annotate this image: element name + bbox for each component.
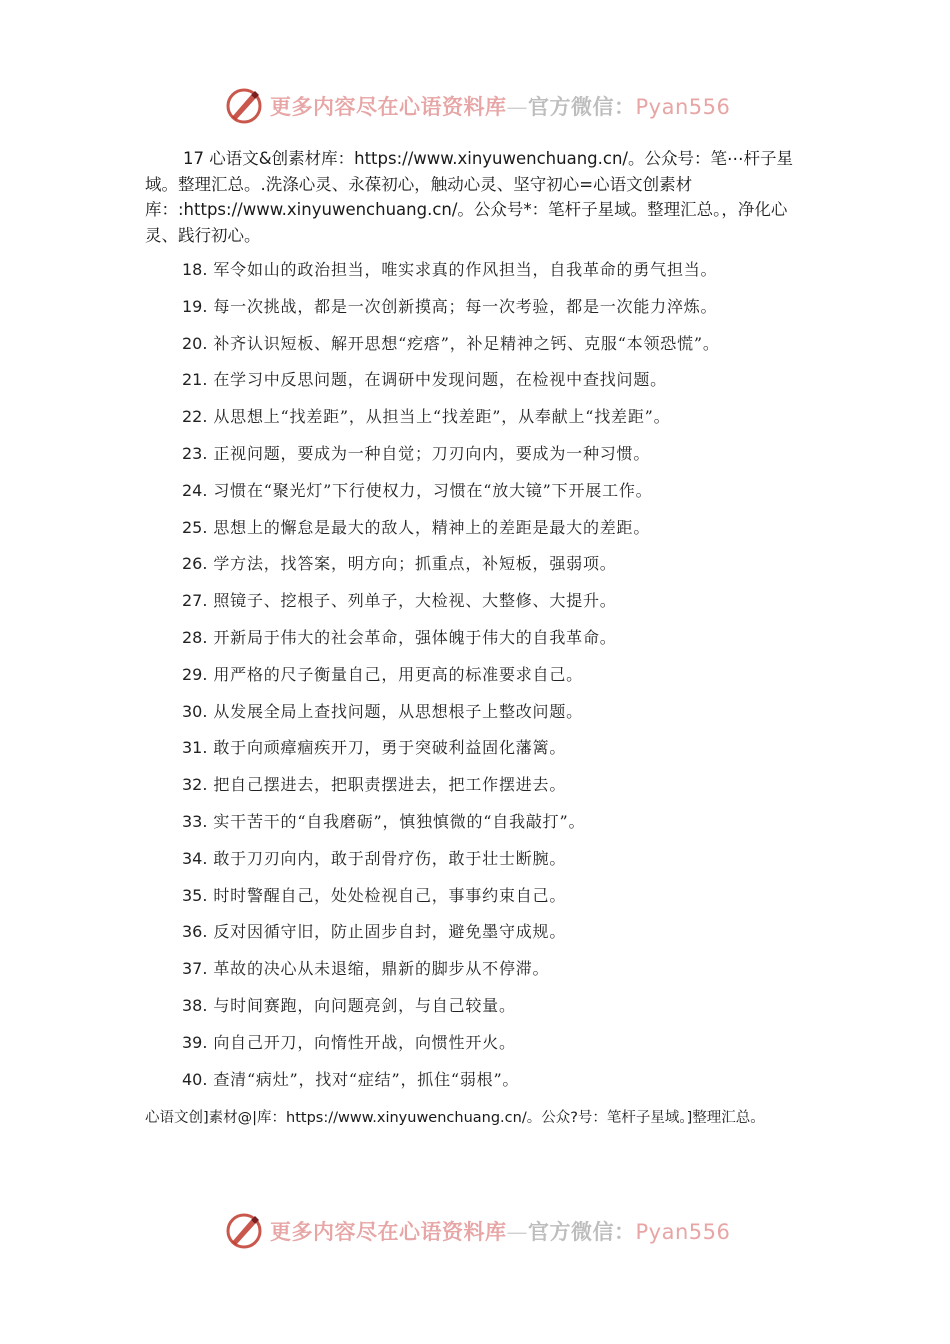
list-item: 35. 时时警醒自己，处处检视自己，事事约束自己。: [182, 885, 567, 905]
list-item: 34. 敢于刀刃向内，敢于刮骨疗伤，敢于壮士断腕。: [182, 848, 567, 868]
list-item: 40. 查清“病灶”，找对“症结”，抓住“弱根”。: [182, 1069, 520, 1089]
list-item: 22. 从思想上“找差距”，从担当上“找差距”，从奉献上“找差距”。: [182, 407, 671, 427]
banner-title: 更多内容尽在心语资料库: [270, 1219, 507, 1244]
paragraph-17: 17 心语文&创素材库：https://www.xinyuwenchuang.cn/。公众号：笔⋯杆子星域。整理汇总。.洗涤心灵、永葆初心，触动心灵、坚守初心=心语文创素材库：:https://www.xinyuwenchuang.cn/。公众号*：笔杆子星域。整理汇总。，净化心灵、践行初心。: [145, 149, 793, 245]
footer-banner: [224, 1209, 744, 1253]
list-item: 23. 正视问题，要成为一种自觉；刀刃向内，要成为一种习惯。: [182, 443, 651, 463]
list-item: 28. 开新局于伟大的社会革命，强体魄于伟大的自我革命。: [182, 627, 617, 647]
list-item: 24. 习惯在“聚光灯”下行使权力，习惯在“放大镜”下开展工作。: [182, 480, 653, 500]
list-item: 26. 学方法，找答案，明方向；抓重点，补短板，强弱项。: [182, 554, 617, 574]
list-item: 33. 实干苦干的“自我磨砺”，慎独慎微的“自我敲打”。: [182, 811, 586, 831]
header-banner: [224, 84, 744, 128]
list-item: 39. 向自己开刀，向惰性开战，向惯性开火。: [182, 1032, 516, 1052]
banner-title: 更多内容尽在心语资料库: [270, 94, 507, 119]
list-item: 27. 照镜子、挖根子、列单子，大检视、大整修、大提升。: [182, 591, 617, 611]
banner-dash: —: [506, 1220, 528, 1244]
pen-nib-circle-icon: [224, 86, 264, 126]
list-item: 18. 军令如山的政治担当，唯实求真的作风担当，自我革命的勇气担当。: [182, 260, 718, 279]
quote-list: [182, 256, 832, 1102]
banner-wechat-label: 官方微信：: [528, 94, 636, 119]
list-item: 31. 敢于向顽瘴痼疾开刀，勇于突破利益固化藩篱。: [182, 738, 567, 758]
list-item: 37. 革故的决心从未退缩，鼎新的脚步从不停滞。: [182, 959, 550, 979]
banner-text: [270, 91, 730, 121]
banner-text: [270, 1216, 730, 1246]
list-item: 32. 把自己摆进去，把职责摆进去，把工作摆进去。: [182, 775, 567, 795]
list-item: 38. 与时间赛跑，向问题亮剑，与自己较量。: [182, 995, 516, 1015]
list-item: 21. 在学习中反思问题，在调研中发现问题，在检视中查找问题。: [182, 370, 667, 390]
source-line: 心语文创]素材@|库：https://www.xinyuwenchuang.cn/。公众?号：笔杆子星域。]整理汇总。: [145, 1110, 765, 1126]
pen-nib-circle-icon: [224, 1211, 264, 1251]
banner-wechat-id: Pyan556: [635, 1220, 731, 1244]
banner-wechat-id: Pyan556: [635, 95, 731, 119]
list-item: 30. 从发展全局上查找问题，从思想根子上整改问题。: [182, 701, 583, 721]
banner-dash: —: [506, 95, 528, 119]
list-item: 36. 反对因循守旧，防止固步自封，避免墨守成规。: [182, 922, 567, 942]
list-item: 20. 补齐认识短板、解开思想“疙瘩”，补足精神之钙、克服“本领恐慌”。: [182, 333, 720, 353]
list-item: 19. 每一次挑战，都是一次创新摸高；每一次考验，都是一次能力淬炼。: [182, 296, 718, 316]
list-item: 29. 用严格的尺子衡量自己，用更高的标准要求自己。: [182, 664, 583, 684]
list-item: 25. 思想上的懈怠是最大的敌人，精神上的差距是最大的差距。: [182, 517, 651, 537]
banner-wechat-label: 官方微信：: [528, 1219, 636, 1244]
